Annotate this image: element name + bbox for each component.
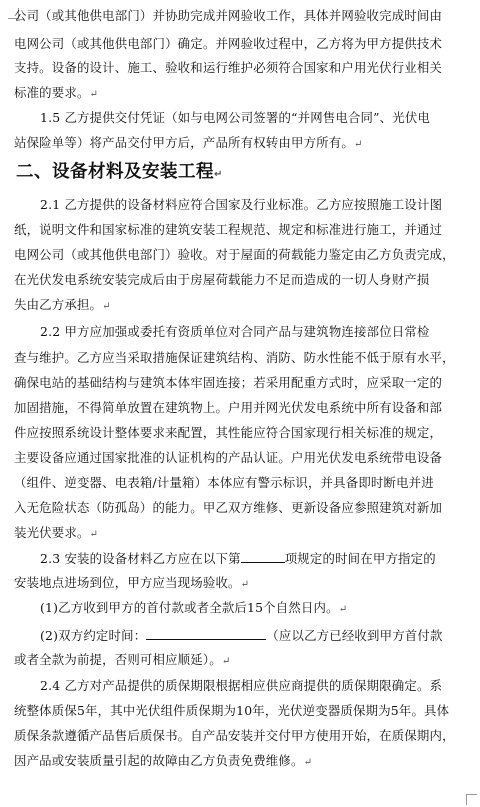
text-line: 加固措施，不得简单放置在建筑物上。户用并网光伏发电系统中所有设备和部 [14,400,443,415]
text-line: 站保险单等）将产品交付甲方后，产品所有权转由甲方所有。↵ [14,135,363,150]
fill-in-blank[interactable] [146,627,266,640]
text-line: 2.2 甲方应加强或委托有资质单位对合同产品与建筑物连接部位日常检 [40,324,430,339]
text-line: 或者全款为前提，否则可相应顺延）。↵ [14,652,231,667]
text-line: 质保条款遵循产品售后质保书。自产品安装并交付甲方使用开始，在质保期内， [14,728,455,743]
text-line: 在光伏发电系统安装完成后由于房屋荷载能力不足而造成的一切人身财产损 [14,272,430,287]
fill-in-blank[interactable] [241,550,285,563]
text-line: 装光伏要求。↵ [14,525,99,540]
text-line: 2.4 乙方对产品提供的质保期限根据相应供应商提供的质保期限确定。系 [40,678,443,693]
text-line: 1.5 乙方提供交付凭证（如与电网公司签署的“并网售电合同”、光伏电 [40,110,431,125]
text-line: 标准的要求。↵ [14,85,99,100]
text-line: 件应按照系统设计整体要求来配置，其性能应符合国家现行相关标准的规定， [14,425,443,440]
text-line: 因产品或安装质量引起的故障由乙方负责免费维修。↵ [14,753,313,768]
text-line: (2)双方约定时间： （应以乙方已经收到甲方首付款 [40,628,443,643]
section-heading: 二、设备材料及安装工程↵ [16,162,223,182]
text-line: 支持。设备的设计、施工、验收和运行维护必须符合国家和户用光伏行业相关 [14,60,443,75]
text-line: （组件、逆变器、电表箱/计量箱）本体应有警示标识，并具备即时断电并进 [14,475,434,490]
text-line: 主要设备应通过国家批准的认证机构的产品认证。户用光伏发电系统带电设备 [14,450,443,465]
text-line: 统整体质保5年，其中光伏组件质保期为10年，光伏逆变器质保期为5年。具体 [14,703,450,718]
text-line: 纸，说明文件和国家标准的建筑安装工程规范、规定和标准进行施工，并通过 [14,222,443,237]
text-line: 确保电站的基础结构与建筑本体牢固连接；若采用配重方式时，应采取一定的 [14,375,443,390]
text-line: 电网公司（或其他供电部门）确定。并网验收过程中，乙方将为甲方提供技术 [14,36,443,51]
text-line: 2.3 安装的设备材料乙方应在以下第 项规定的时间在甲方指定的 [40,551,436,566]
text-line: 2.1 乙方提供的设备材料应符合国家及行业标准。乙方应按照施工设计图 [40,197,443,212]
page-corner-mark-bottom-right [466,794,477,805]
text-line: 公司（或其他供电部门）并协助完成并网验收工作，具体并网验收完成时间由 [14,8,443,23]
text-line: 电网公司（或其他供电部门）验收。对于屋面的荷载能力鉴定由乙方负责完成， [14,247,455,262]
text-line: 查与维护。乙方应当采取措施保证建筑结构、消防、防水性能不低于原有水平， [14,350,455,365]
text-line: 失由乙方承担。↵ [14,297,111,312]
text-line: (1)乙方收到甲方的首付款或者全款后15个自然日内。↵ [40,600,348,615]
text-line: 安装地点进场到位，甲方应当现场验收。↵ [14,575,250,590]
text-line: 入无危险状态（防孤岛）的能力。甲乙双方维修、更新设备应参照建筑对新加 [14,500,443,515]
